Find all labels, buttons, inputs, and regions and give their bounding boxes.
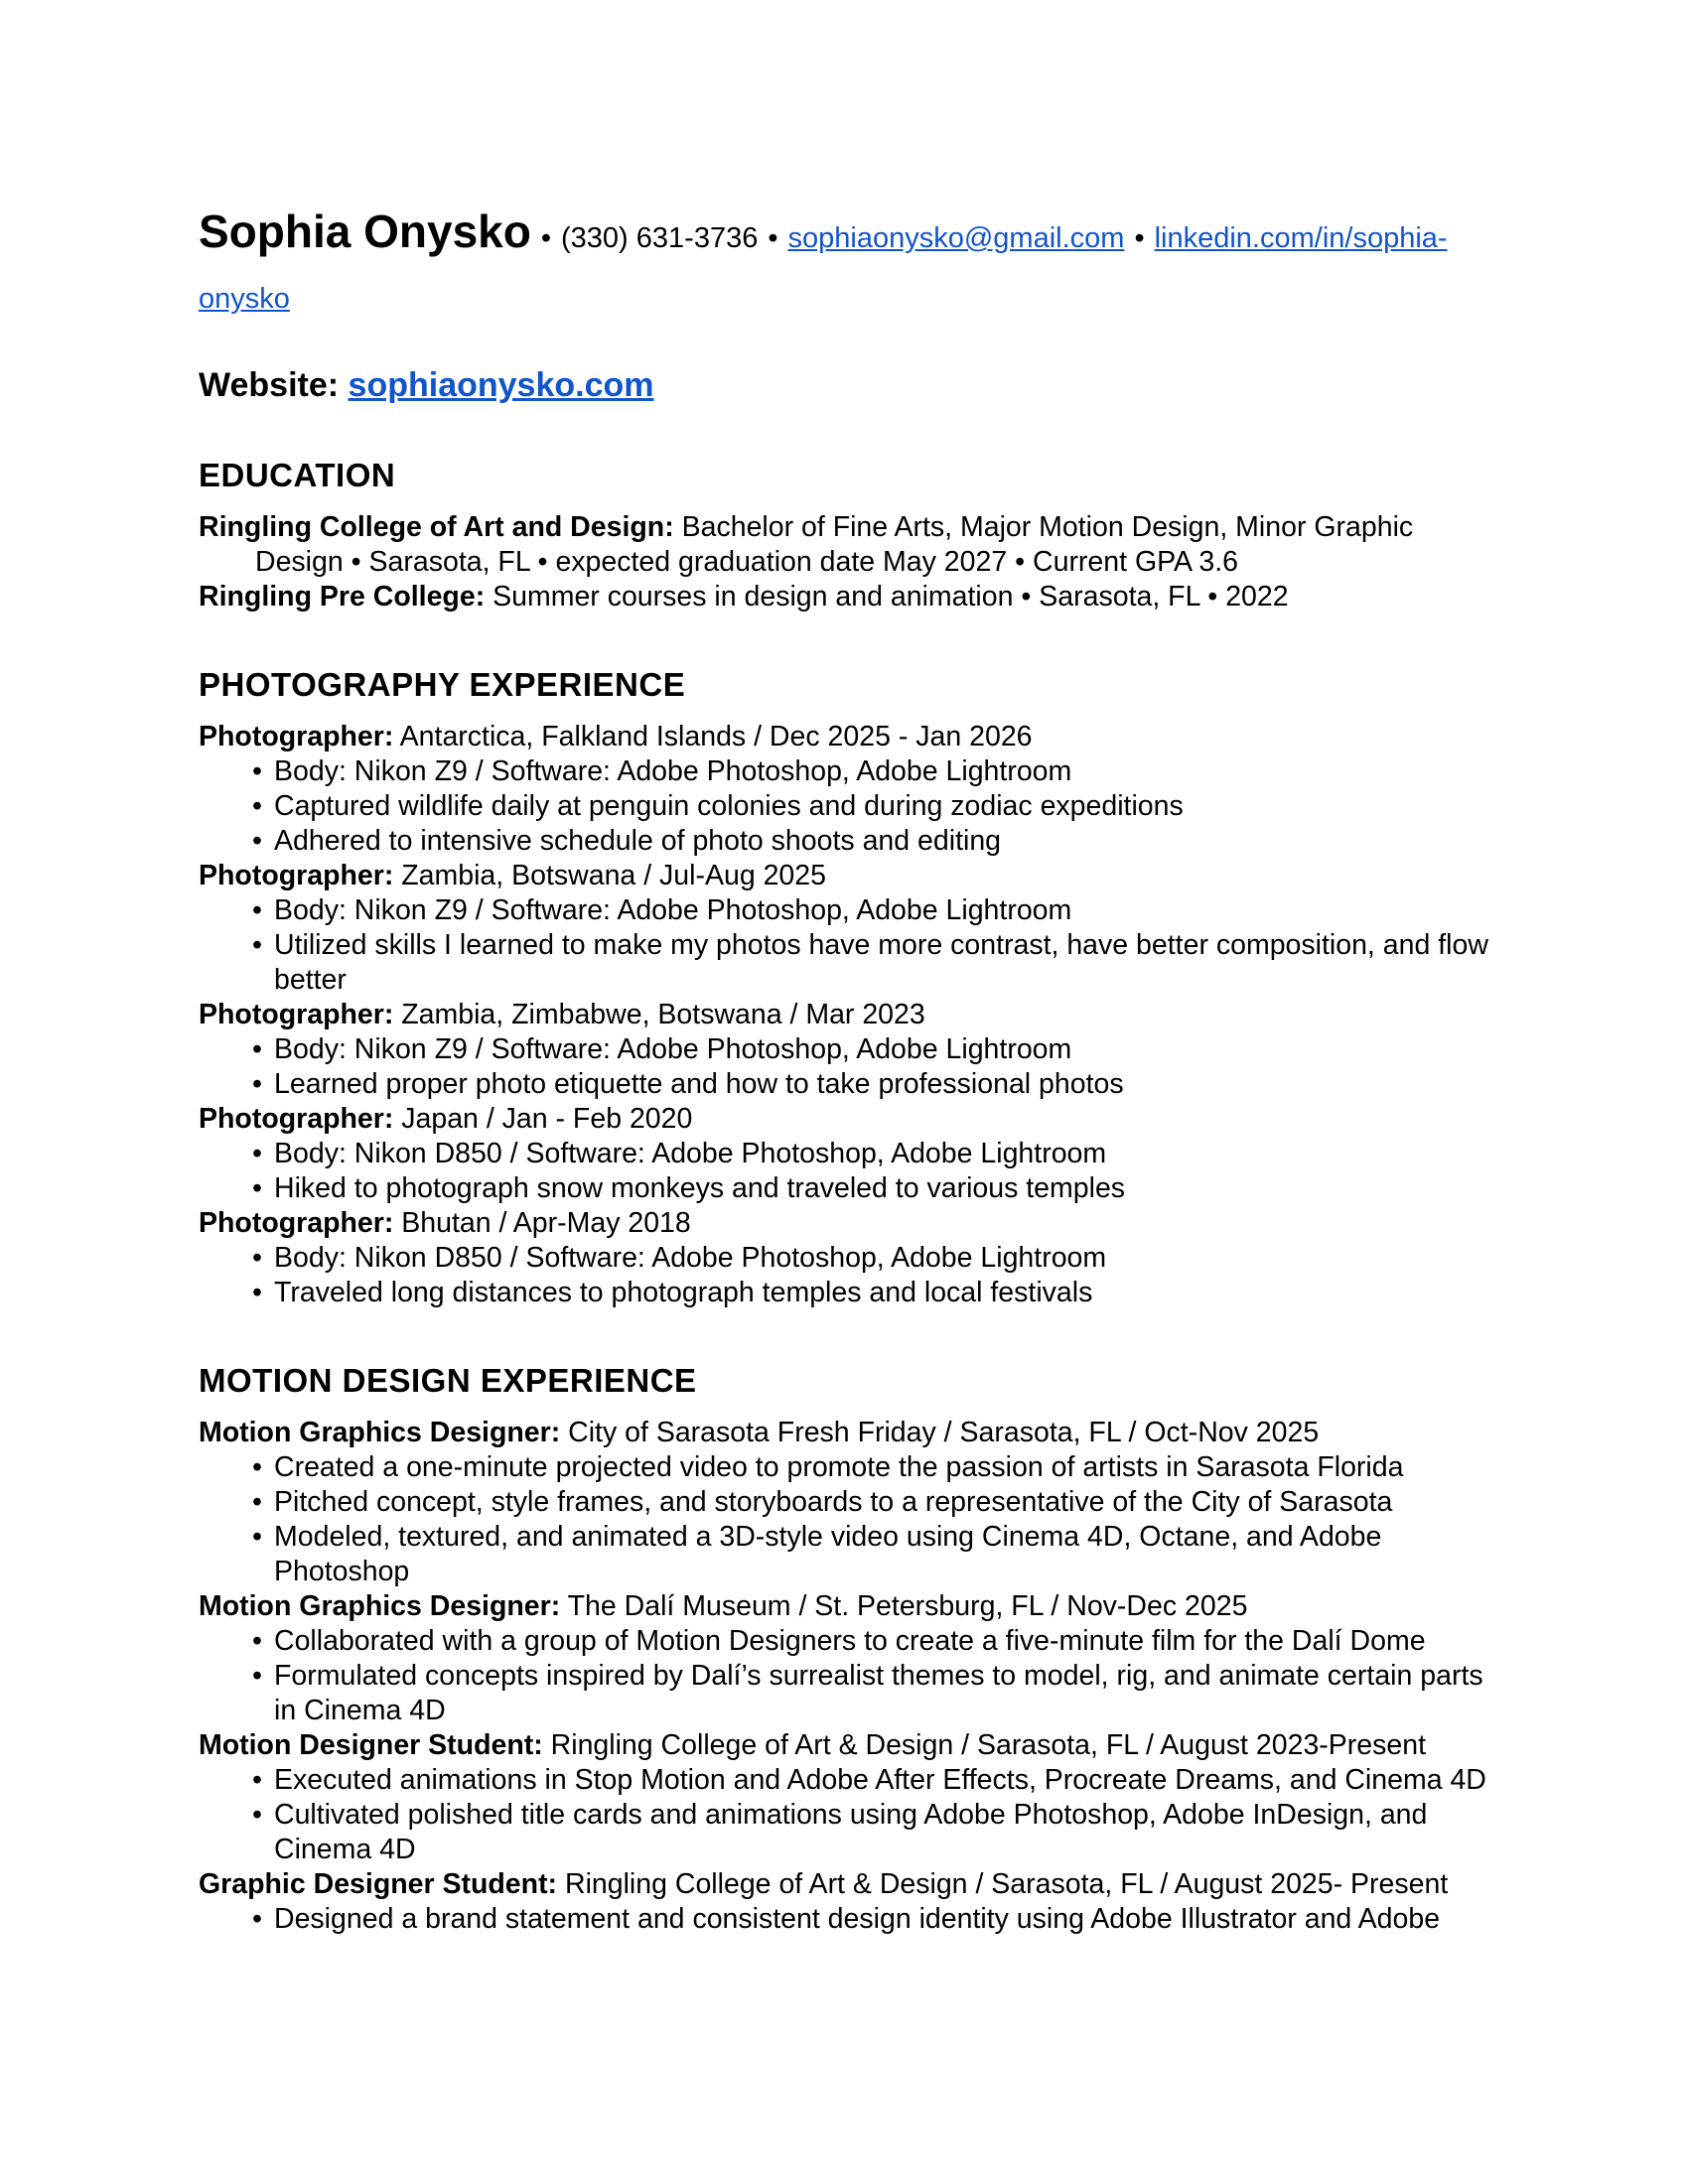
entry-detail: Ringling College of Art & Design / Sarasota, FL / August 2023-Present bbox=[542, 1729, 1427, 1761]
entry-role: Ringling College of Art and Design: bbox=[199, 511, 674, 543]
bullet-item: • Body: Nikon Z9 / Software: Adobe Photoshop, Adobe Lightroom bbox=[274, 893, 1489, 928]
section-title: MOTION DESIGN EXPERIENCE bbox=[199, 1362, 697, 1399]
entry-heading bbox=[199, 859, 1489, 893]
separator-dot: • bbox=[540, 222, 552, 254]
bullet-item: • Body: Nikon Z9 / Software: Adobe Photoshop, Adobe Lightroom bbox=[274, 1032, 1489, 1067]
bullet-item: • Learned proper photo etiquette and how to take professional photos bbox=[274, 1067, 1489, 1102]
bullet-item: • Modeled, textured, and animated a 3D-style video using Cinema 4D, Octane, and Adobe Photoshop bbox=[274, 1520, 1489, 1589]
separator-dot: • bbox=[1134, 222, 1145, 254]
bullet-item: • Designed a brand statement and consistent design identity using Adobe Illustrator and Adobe bbox=[274, 1902, 1489, 1937]
bullet-item: • Created a one-minute projected video to promote the passion of artists in Sarasota Florida bbox=[274, 1450, 1489, 1485]
entry-detail: Bhutan / Apr-May 2018 bbox=[393, 1207, 691, 1239]
bullet-item: • Captured wildlife daily at penguin colonies and during zodiac expeditions bbox=[274, 789, 1489, 824]
person-name: Sophia Onysko bbox=[199, 205, 531, 257]
bullet-item: • Body: Nikon Z9 / Software: Adobe Photoshop, Adobe Lightroom bbox=[274, 754, 1489, 789]
section-title: PHOTOGRAPHY EXPERIENCE bbox=[199, 666, 686, 703]
bullet-list bbox=[199, 1902, 1489, 1937]
bullet-list bbox=[199, 1450, 1489, 1589]
bullet-list bbox=[199, 1624, 1489, 1728]
section-education bbox=[199, 457, 1489, 614]
entry-role: Photographer: bbox=[199, 860, 394, 891]
website-label: Website: bbox=[199, 366, 340, 404]
entry-role: Motion Graphics Designer: bbox=[199, 1590, 561, 1622]
bullet-item: • Traveled long distances to photograph temples and local festivals bbox=[274, 1276, 1489, 1310]
linkedin-link[interactable]: linkedin.com/in/sophia-onysko bbox=[199, 222, 1448, 315]
entry-detail: Japan / Jan - Feb 2020 bbox=[393, 1103, 693, 1135]
entry-role: Photographer: bbox=[199, 721, 394, 752]
website-link[interactable]: sophiaonysko.com bbox=[348, 366, 654, 404]
entry-role: Ringling Pre College: bbox=[199, 581, 486, 613]
entry-role: Motion Designer Student: bbox=[199, 1729, 543, 1761]
bullet-list bbox=[199, 754, 1489, 859]
bullet-list bbox=[199, 1241, 1489, 1310]
entry-role: Photographer: bbox=[199, 999, 394, 1030]
entry-role: Photographer: bbox=[199, 1103, 394, 1135]
entry-detail: The Dalí Museum / St. Petersburg, FL / Nov-Dec 2025 bbox=[560, 1590, 1248, 1622]
entry-heading bbox=[199, 1728, 1489, 1763]
section-motion-design-experience bbox=[199, 1362, 1489, 1937]
entry-detail: Antarctica, Falkland Islands / Dec 2025 - Jan 2026 bbox=[393, 721, 1033, 752]
bullet-item: • Pitched concept, style frames, and storyboards to a representative of the City of Sarasota bbox=[274, 1485, 1489, 1520]
bullet-list bbox=[199, 893, 1489, 998]
section-photography-experience bbox=[199, 666, 1489, 1310]
entry-heading bbox=[199, 1589, 1489, 1624]
entry-detail: Zambia, Zimbabwe, Botswana / Mar 2023 bbox=[393, 999, 925, 1030]
entry-heading bbox=[199, 1206, 1489, 1241]
resume-header bbox=[199, 205, 1489, 326]
entry-detail: City of Sarasota Fresh Friday / Sarasota, FL / Oct-Nov 2025 bbox=[560, 1417, 1320, 1448]
bullet-item: • Hiked to photograph snow monkeys and traveled to various temples bbox=[274, 1171, 1489, 1206]
phone-number: (330) 631-3736 bbox=[561, 222, 759, 254]
separator-dot: • bbox=[768, 222, 778, 254]
bullet-list bbox=[199, 1763, 1489, 1867]
entry-heading bbox=[199, 1416, 1489, 1450]
entry-heading bbox=[199, 580, 1489, 614]
bullet-item: • Cultivated polished title cards and animations using Adobe Photoshop, Adobe InDesign, and Cinema 4D bbox=[274, 1798, 1489, 1867]
entry-role: Motion Graphics Designer: bbox=[199, 1417, 561, 1448]
entry-role: Graphic Designer Student: bbox=[199, 1868, 558, 1900]
bullet-item: • Adhered to intensive schedule of photo shoots and editing bbox=[274, 824, 1489, 859]
entry-heading bbox=[199, 510, 1489, 580]
entry-heading bbox=[199, 1867, 1489, 1902]
section-title: EDUCATION bbox=[199, 457, 396, 493]
bullet-item: • Utilized skills I learned to make my photos have more contrast, have better composition, and flow better bbox=[274, 928, 1489, 998]
resume-body bbox=[199, 457, 1489, 1937]
bullet-item: • Formulated concepts inspired by Dalí’s surrealist themes to model, rig, and animate certain parts in Cinema 4D bbox=[274, 1659, 1489, 1728]
entry-detail: Bachelor of Fine Arts, Major Motion Design, Minor Graphic Design • Sarasota, FL • expected graduation date May 2027 • Current GPA 3.6 bbox=[255, 511, 1414, 578]
bullet-item: • Body: Nikon D850 / Software: Adobe Photoshop, Adobe Lightroom bbox=[274, 1241, 1489, 1276]
entry-heading bbox=[199, 720, 1489, 754]
entry-detail: Summer courses in design and animation • Sarasota, FL • 2022 bbox=[485, 581, 1289, 613]
entry-detail: Zambia, Botswana / Jul-Aug 2025 bbox=[393, 860, 826, 891]
bullet-item: • Body: Nikon D850 / Software: Adobe Photoshop, Adobe Lightroom bbox=[274, 1137, 1489, 1171]
entry-detail: Ringling College of Art & Design / Sarasota, FL / August 2025- Present bbox=[557, 1868, 1449, 1900]
email-link[interactable]: sophiaonysko@gmail.com bbox=[787, 222, 1125, 254]
website-line bbox=[199, 365, 1489, 405]
bullet-item: • Collaborated with a group of Motion Designers to create a five-minute film for the Dalí Dome bbox=[274, 1624, 1489, 1659]
bullet-list bbox=[199, 1032, 1489, 1102]
entry-role: Photographer: bbox=[199, 1207, 394, 1239]
entry-heading bbox=[199, 998, 1489, 1032]
bullet-item: • Executed animations in Stop Motion and Adobe After Effects, Procreate Dreams, and Cinema 4D bbox=[274, 1763, 1489, 1798]
entry-heading bbox=[199, 1102, 1489, 1137]
bullet-list bbox=[199, 1137, 1489, 1206]
